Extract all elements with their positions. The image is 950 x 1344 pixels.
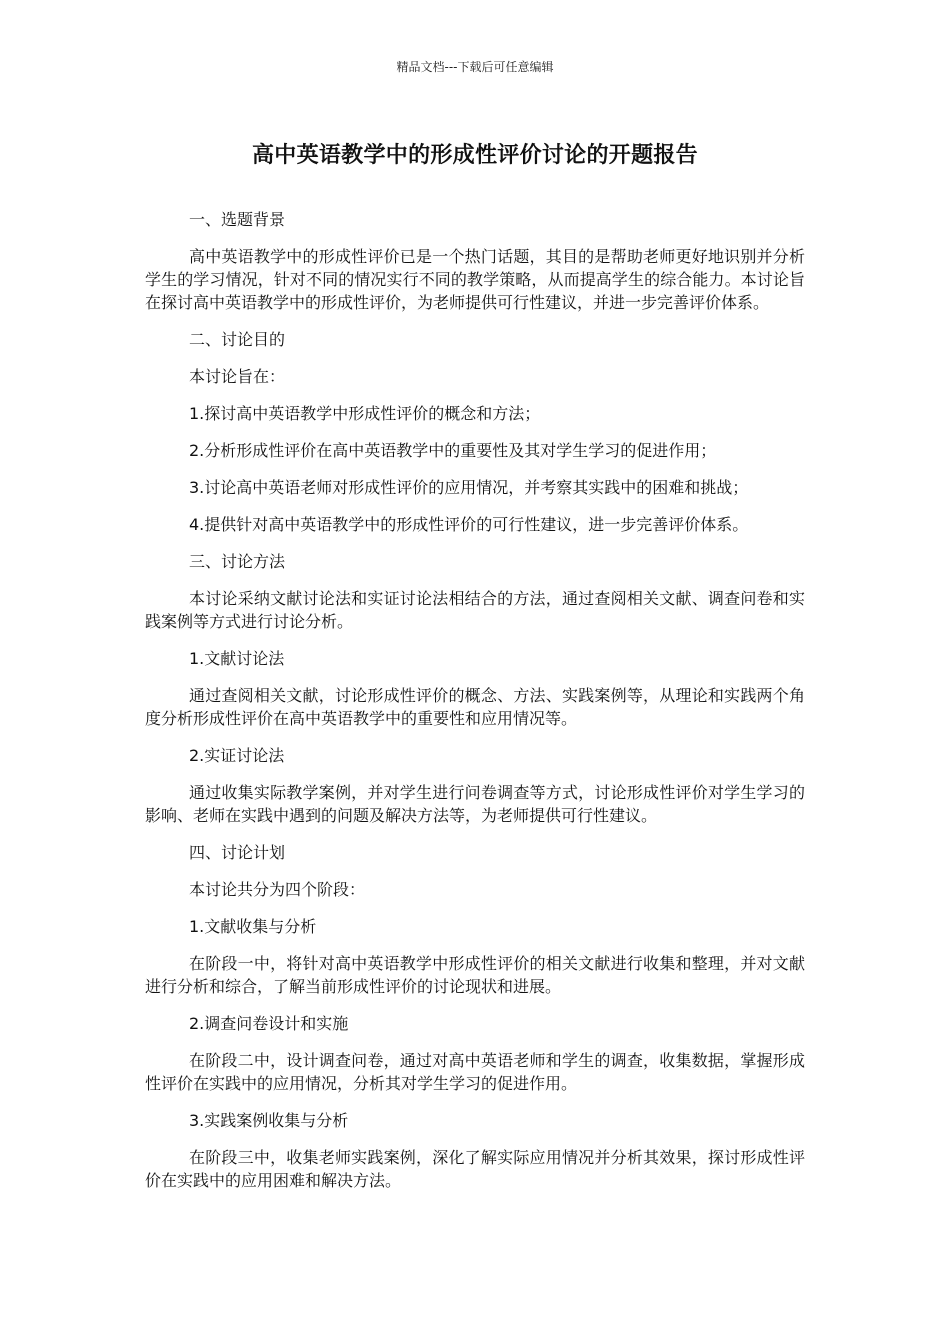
paragraph-plan-intro: 本讨论共分为四个阶段： [189,880,366,899]
method-subheading-1: 1.文献讨论法 [189,649,285,668]
paragraph-method-2: 通过收集实际教学案例，并对学生进行问卷调查等方式，讨论形成性评价对学生学习的影响、老师在实践中遇到的问题及解决方法等，为老师提供可行性建议。 [145,783,805,825]
paragraph-purpose-intro: 本讨论旨在： [189,367,286,386]
plan-subheading-2: 2.调查问卷设计和实施 [189,1014,349,1033]
paragraph-plan-3: 在阶段三中，收集老师实践案例，深化了解实际应用情况并分析其效果，探讨形成性评价在实践中的应用困难和解决方法。 [145,1148,805,1190]
purpose-item-2: 2.分析形成性评价在高中英语教学中的重要性及其对学生学习的促进作用； [189,441,717,460]
section-heading-method: 三、讨论方法 [189,552,286,571]
paragraph-background: 高中英语教学中的形成性评价已是一个热门话题，其目的是帮助老师更好地识别并分析学生的学习情况，针对不同的情况实行不同的教学策略，从而提高学生的综合能力。本讨论旨在探讨高中英语教学中的形成性评价，为老师提供可行性建议，并进一步完善评价体系。 [145,247,805,312]
header-note: 精品文档---下载后可任意编辑 [396,60,554,74]
document-body [145,208,805,1206]
plan-subheading-1: 1.文献收集与分析 [189,917,317,936]
paragraph-plan-2: 在阶段二中，设计调查问卷，通过对高中英语老师和学生的调查，收集数据，掌握形成性评价在实践中的应用情况，分析其对学生学习的促进作用。 [145,1051,805,1093]
section-heading-background: 一、选题背景 [189,210,286,229]
paragraph-method: 本讨论采纳文献讨论法和实证讨论法相结合的方法，通过查阅相关文献、调查问卷和实践案例等方式进行讨论分析。 [145,589,805,631]
method-subheading-2: 2.实证讨论法 [189,746,285,765]
plan-subheading-3: 3.实践案例收集与分析 [189,1111,349,1130]
purpose-item-1: 1.探讨高中英语教学中形成性评价的概念和方法； [189,404,541,423]
purpose-item-4: 4.提供针对高中英语教学中的形成性评价的可行性建议，进一步完善评价体系。 [189,515,749,534]
paragraph-plan-1: 在阶段一中，将针对高中英语教学中形成性评价的相关文献进行收集和整理，并对文献进行分析和综合，了解当前形成性评价的讨论现状和进展。 [145,954,805,996]
document-title: 高中英语教学中的形成性评价讨论的开题报告 [251,143,698,168]
paragraph-method-1: 通过查阅相关文献，讨论形成性评价的概念、方法、实践案例等，从理论和实践两个角度分析形成性评价在高中英语教学中的重要性和应用情况等。 [145,686,805,728]
purpose-item-3: 3.讨论高中英语老师对形成性评价的应用情况，并考察其实践中的困难和挑战； [189,478,749,497]
section-heading-plan: 四、讨论计划 [189,843,286,862]
section-heading-purpose: 二、讨论目的 [189,330,286,349]
